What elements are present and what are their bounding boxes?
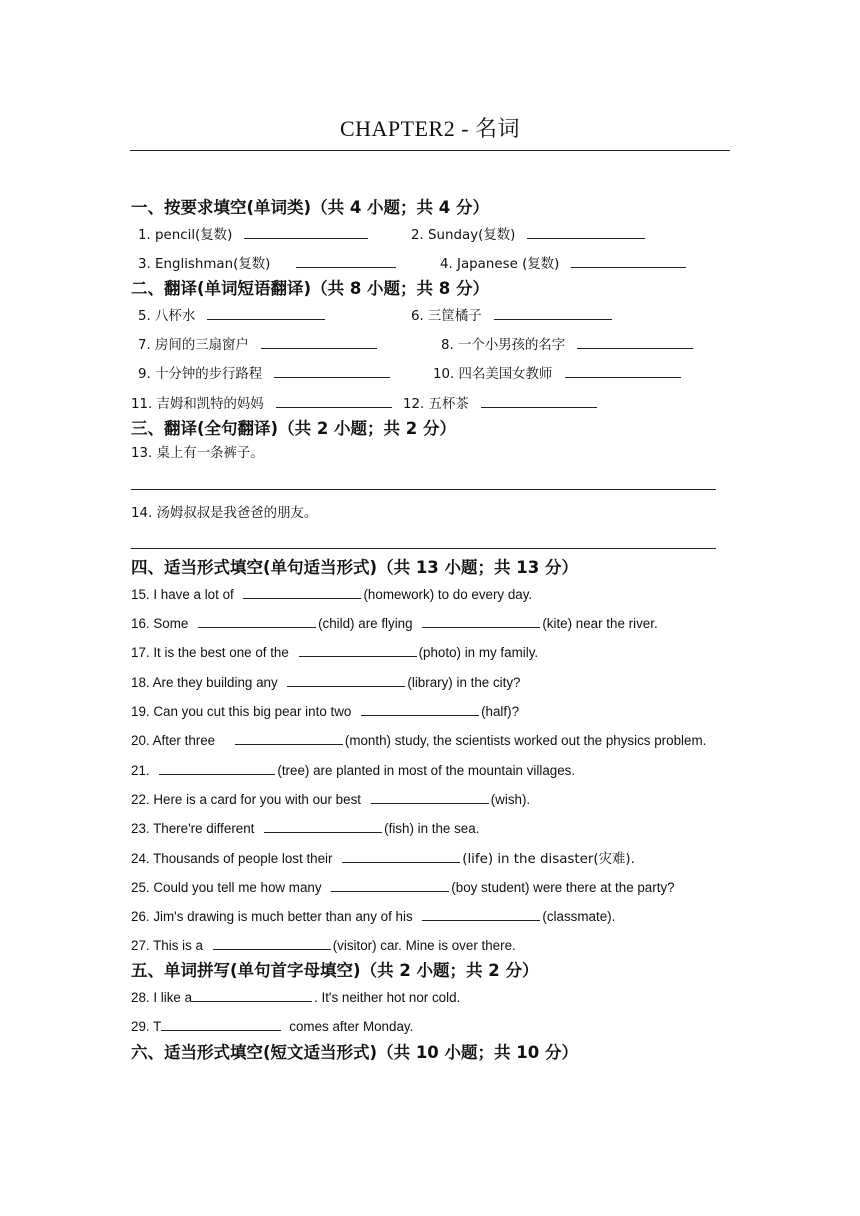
question-text: 12. 五杯茶 — [403, 397, 469, 412]
answer-blank[interactable] — [198, 614, 316, 628]
answer-blank[interactable] — [527, 225, 645, 239]
answer-blank[interactable] — [296, 254, 396, 268]
question-text: 4. Japanese (复数) — [440, 257, 560, 272]
answer-blank[interactable] — [235, 731, 343, 745]
question-14: 14. 汤姆叔叔是我爸爸的朋友。 — [131, 506, 318, 521]
answer-blank[interactable] — [274, 364, 390, 378]
answer-blank[interactable] — [331, 878, 449, 892]
question-text: 5. 八杯水 — [138, 309, 196, 324]
question-13: 13. 桌上有一条裤子。 — [131, 446, 264, 461]
answer-blank[interactable] — [361, 702, 479, 716]
question-text: 6. 三筐橘子 — [411, 309, 482, 324]
section-heading-1: 一、按要求填空(单词类)（共 4 小题；共 4 分） — [131, 198, 490, 217]
question-text: 2. Sunday(复数) — [411, 228, 516, 243]
question-2 — [411, 225, 647, 245]
question-text: 23. There're different — [131, 821, 255, 836]
question-12 — [403, 394, 599, 414]
answer-blank[interactable] — [244, 225, 368, 239]
section-heading-2: 二、翻译(单词短语翻译)（共 8 小题；共 8 分） — [131, 279, 490, 298]
answer-blank[interactable] — [565, 364, 681, 378]
question-text: (life) in the disaster(灾难). — [462, 852, 635, 867]
answer-blank[interactable] — [577, 335, 693, 349]
question-27 — [131, 936, 516, 955]
question-text: (fish) in the sea. — [384, 821, 480, 836]
answer-line[interactable] — [131, 548, 716, 549]
question-22 — [131, 790, 530, 809]
answer-blank[interactable] — [161, 1017, 281, 1031]
question-text: (photo) in my family. — [418, 645, 539, 660]
question-text: 15. I have a lot of — [131, 587, 234, 602]
question-15 — [131, 585, 532, 604]
question-3 — [138, 254, 398, 274]
question-text: (library) in the city? — [407, 675, 521, 690]
question-text: (boy student) were there at the party? — [451, 880, 675, 895]
question-text: 11. 吉姆和凯特的妈妈 — [131, 397, 264, 412]
question-text: 26. Jim's drawing is much better than any of his — [131, 909, 413, 924]
question-text: 22. Here is a card for you with our best — [131, 792, 361, 807]
title-divider — [130, 150, 730, 151]
question-text: comes after Monday. — [289, 1019, 414, 1034]
answer-blank[interactable] — [276, 394, 392, 408]
answer-blank[interactable] — [481, 394, 597, 408]
question-text: 8. 一个小男孩的名字 — [441, 338, 566, 353]
question-text: 28. I like a — [131, 990, 193, 1005]
question-text: 24. Thousands of people lost their — [131, 851, 333, 866]
question-9 — [138, 364, 392, 384]
answer-blank[interactable] — [342, 849, 460, 863]
question-text: 1. pencil(复数) — [138, 228, 233, 243]
question-text: (child) are flying — [318, 616, 413, 631]
question-text: (month) study, the scientists worked out the physics problem. — [344, 733, 707, 748]
answer-blank[interactable] — [422, 614, 540, 628]
question-text: (half)? — [481, 704, 520, 719]
section-heading-4: 四、适当形式填空(单句适当形式)（共 13 小题；共 13 分） — [131, 558, 578, 577]
question-18 — [131, 673, 521, 692]
question-text: 9. 十分钟的步行路程 — [138, 367, 263, 382]
question-24 — [131, 849, 635, 869]
question-1 — [138, 225, 370, 245]
question-8 — [441, 335, 695, 355]
question-text: (homework) to do every day. — [363, 587, 533, 602]
question-text: 18. Are they building any — [131, 675, 278, 690]
question-text: 27. This is a — [131, 938, 203, 953]
question-5 — [138, 306, 327, 326]
answer-blank[interactable] — [261, 335, 377, 349]
answer-blank[interactable] — [243, 585, 361, 599]
answer-blank[interactable] — [494, 306, 612, 320]
question-23 — [131, 819, 479, 838]
question-text: 25. Could you tell me how many — [131, 880, 322, 895]
question-text: 17. It is the best one of the — [131, 645, 289, 660]
question-21 — [131, 761, 575, 780]
question-text: 21. — [131, 763, 150, 778]
question-28 — [131, 988, 460, 1007]
question-text: 16. Some — [131, 616, 189, 631]
section-heading-6: 六、适当形式填空(短文适当形式)（共 10 小题；共 10 分） — [131, 1043, 578, 1062]
answer-blank[interactable] — [571, 254, 686, 268]
question-16 — [131, 614, 658, 633]
question-text: 19. Can you cut this big pear into two — [131, 704, 352, 719]
answer-blank[interactable] — [264, 819, 382, 833]
question-text: . It's neither hot nor cold. — [314, 990, 461, 1005]
question-text: (visitor) car. Mine is over there. — [332, 938, 516, 953]
question-text: 20. After three — [131, 733, 216, 748]
question-text: 10. 四名美国女教师 — [433, 367, 553, 382]
answer-blank[interactable] — [213, 936, 331, 950]
question-text: 7. 房间的三扇窗户 — [138, 338, 249, 353]
question-19 — [131, 702, 519, 721]
section-heading-5: 五、单词拼写(单句首字母填空)（共 2 小题；共 2 分） — [131, 961, 539, 980]
answer-blank[interactable] — [287, 673, 405, 687]
question-17 — [131, 643, 538, 662]
question-text: 29. T — [131, 1019, 162, 1034]
answer-blank[interactable] — [192, 988, 312, 1002]
question-text: 3. Englishman(复数) — [138, 257, 271, 272]
answer-blank[interactable] — [207, 306, 325, 320]
page-title: CHAPTER2 - 名词 — [339, 116, 521, 141]
question-26 — [131, 907, 615, 926]
question-text: (tree) are planted in most of the mountain villages. — [277, 763, 576, 778]
question-text: (kite) near the river. — [542, 616, 658, 631]
answer-blank[interactable] — [299, 643, 417, 657]
question-10 — [433, 364, 683, 384]
answer-blank[interactable] — [422, 907, 540, 921]
question-11 — [131, 394, 394, 414]
question-text: (wish). — [490, 792, 531, 807]
answer-blank[interactable] — [371, 790, 489, 804]
answer-line[interactable] — [131, 489, 716, 490]
question-20 — [131, 731, 706, 750]
question-text: (classmate). — [542, 909, 616, 924]
question-25 — [131, 878, 675, 897]
section-heading-3: 三、翻译(全句翻译)（共 2 小题；共 2 分） — [131, 419, 457, 438]
question-4 — [440, 254, 688, 274]
question-7 — [138, 335, 379, 355]
question-6 — [411, 306, 614, 326]
question-29 — [131, 1017, 413, 1036]
answer-blank[interactable] — [159, 761, 275, 775]
